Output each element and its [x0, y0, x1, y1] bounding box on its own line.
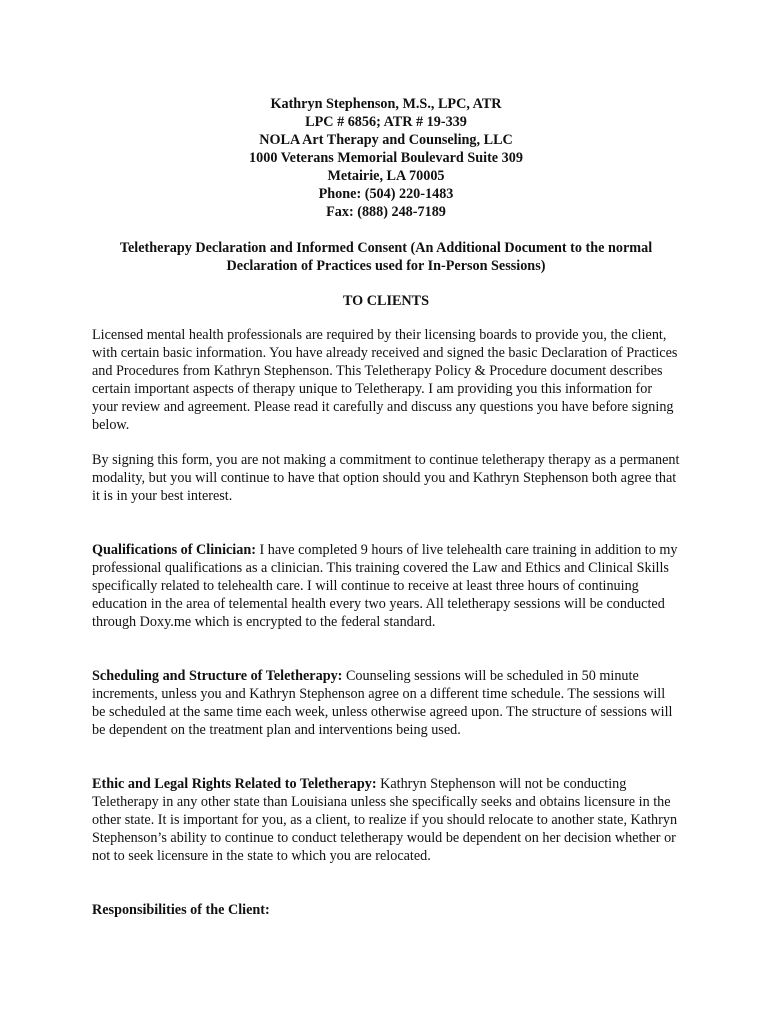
ethics-heading: Ethic and Legal Rights Related to Teletherapy: — [92, 776, 377, 792]
scheduling-heading: Scheduling and Structure of Teletherapy: — [92, 668, 343, 684]
scheduling-paragraph — [92, 667, 680, 739]
section-to-clients-heading: TO CLIENTS — [342, 293, 430, 309]
practice-name: NOLA Art Therapy and Counseling, LLC — [259, 132, 513, 148]
street-address: 1000 Veterans Memorial Boulevard Suite 309 — [249, 150, 523, 166]
qualifications-heading: Qualifications of Clinician: — [92, 542, 256, 558]
license-numbers: LPC # 6856; ATR # 19-339 — [305, 114, 467, 130]
phone-number: Phone: (504) 220-1483 — [318, 186, 454, 202]
qualifications-body: I have completed 9 hours of live telehealth care training in addition to my professional qualifications as a clinician. This training covered the Law and Ethics and Clinical Skills specifically related to telehealth care. I will continue to receive at least three hours of continuing education in the area of telemental health every two years. All teletherapy sessions will be conducted through Doxy.me which is encrypted to the federal standard. — [92, 542, 678, 630]
letterhead — [92, 95, 680, 221]
document-page — [92, 95, 680, 919]
intro-paragraph: Licensed mental health professionals are required by their licensing boards to provide you, the client, with certain basic information. You have already received and signed the basic Declaration of Practices and Procedures from Kathryn Stephenson. This Teletherapy Policy & Procedure document describes certain important aspects of therapy unique to Teletherapy. I am providing you this information for your review and agreement. Please read it carefully and discuss any questions you have before signing below. — [92, 327, 678, 433]
document-title: Teletherapy Declaration and Informed Consent (An Additional Document to the normal Declaration of Practices used for In-Person Sessions) — [119, 240, 653, 274]
scheduling-body: Counseling sessions will be scheduled in 50 minute increments, unless you and Kathryn Stephenson agree on a different time schedule. The sessions will be scheduled at the same time each week, unless otherwise agreed upon. The structure of sessions will be dependent on the treatment plan and interventions being used. — [92, 668, 673, 738]
signing-paragraph: By signing this form, you are not making a commitment to continue teletherapy therapy as a permanent modality, but you will continue to have that option should you and Kathryn Stephenson both agree that it is in your best interest. — [92, 452, 680, 504]
ethics-body: Kathryn Stephenson will not be conducting Teletherapy in any other state than Louisiana unless she specifically seeks and obtains licensure in the other state. It is important for you, as a client, to realize if you should relocate to another state, Kathryn Stephenson’s ability to continue to conduct teletherapy would be dependent on her decision whether or not to seek licensure in the state to which you are relocated. — [92, 776, 678, 864]
city-state-zip: Metairie, LA 70005 — [327, 168, 445, 184]
responsibilities-heading: Responsibilities of the Client: — [92, 902, 270, 918]
fax-number: Fax: (888) 248-7189 — [326, 204, 446, 220]
ethics-paragraph — [92, 775, 680, 865]
qualifications-paragraph — [92, 541, 680, 631]
clinician-name: Kathryn Stephenson, M.S., LPC, ATR — [270, 96, 502, 112]
